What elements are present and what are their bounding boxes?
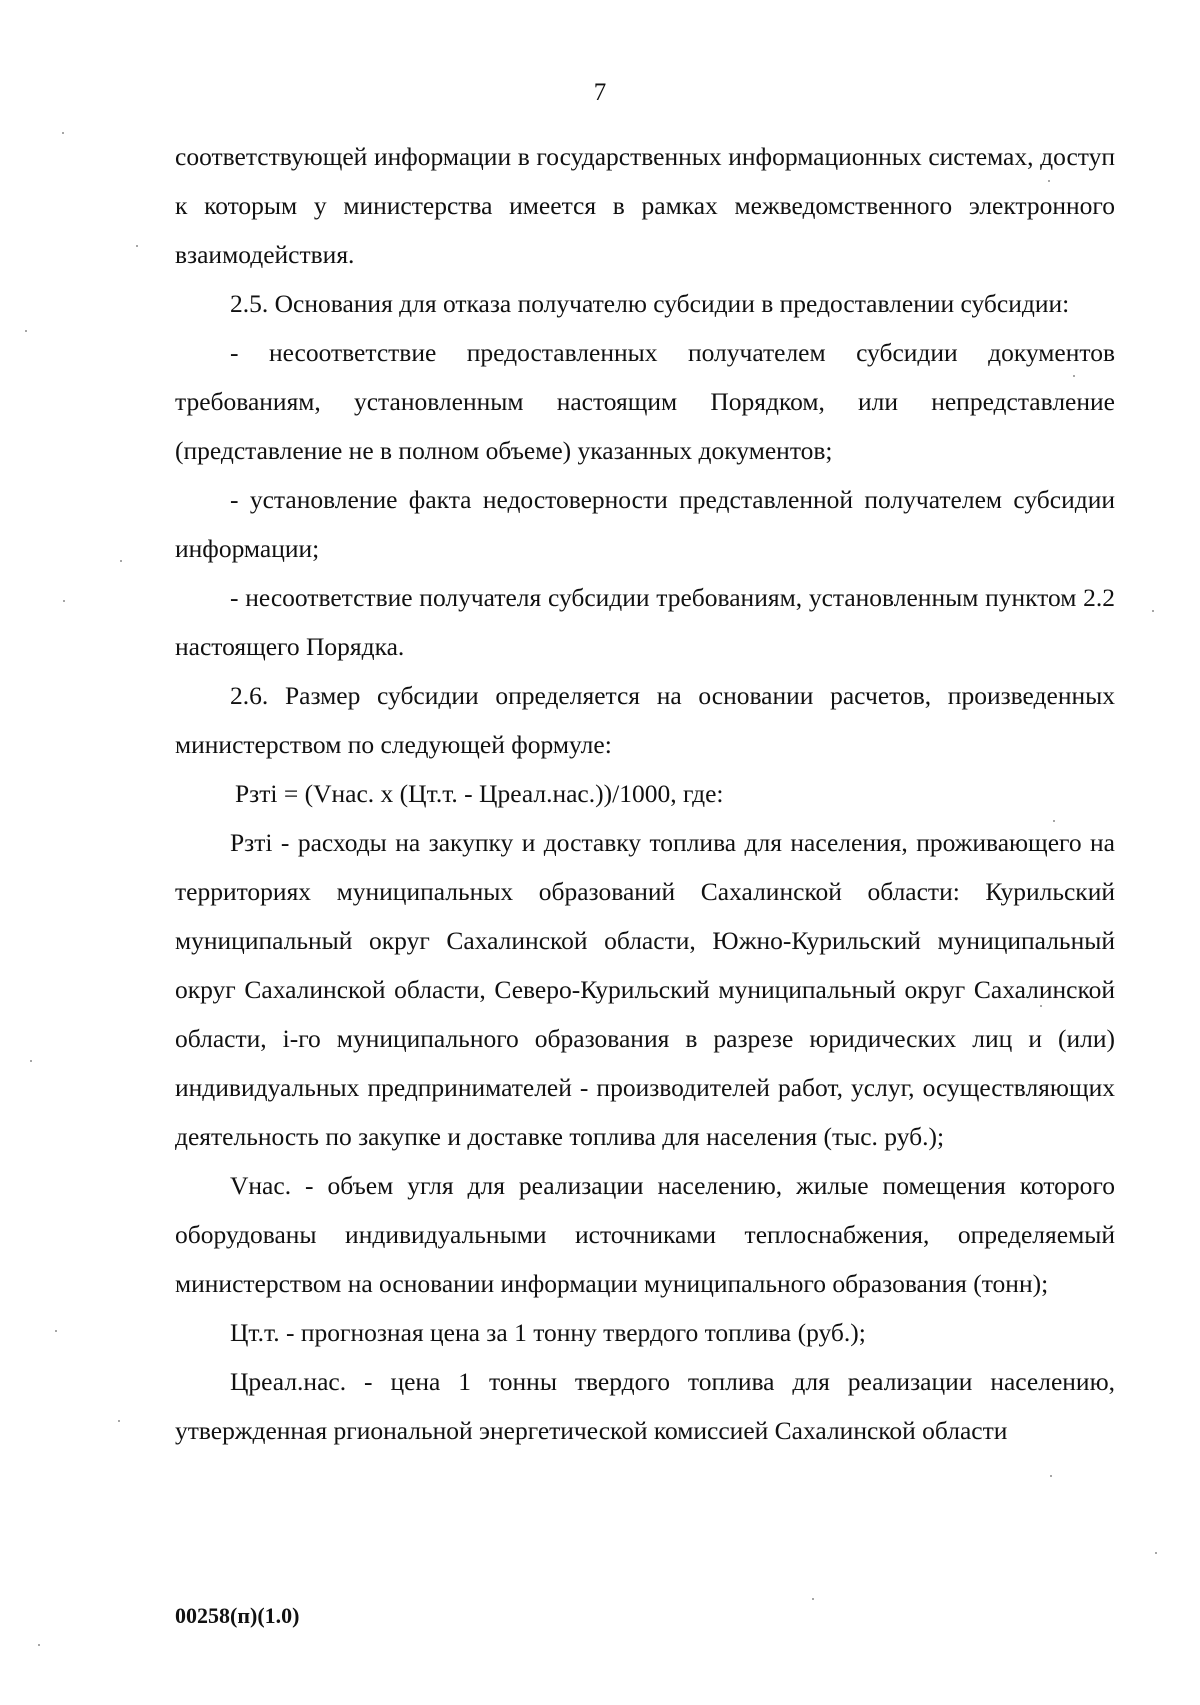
scan-speck bbox=[30, 1060, 32, 1062]
scan-speck bbox=[118, 1420, 120, 1422]
scan-speck bbox=[1053, 820, 1055, 822]
scan-speck bbox=[1155, 1552, 1157, 1554]
scan-speck bbox=[55, 1330, 57, 1332]
definition: Цт.т. - прогнозная цена за 1 тонну твердого топлива (руб.); bbox=[230, 1318, 866, 1347]
scan-speck bbox=[136, 245, 138, 247]
definition: Цреал.нас. - цена 1 тонны твердого топлива для реализации населению, утвержденная ргиональной энергетической комиссией Сахалинской области bbox=[175, 1367, 1115, 1445]
scan-speck bbox=[1073, 375, 1075, 377]
list-item: - несоответствие предоставленных получателем субсидии документов требованиям, установленным настоящим Порядком, или непредставление (представление не в полном объеме) указанных документов; bbox=[175, 338, 1115, 465]
list-item: - несоответствие получателя субсидии требованиям, установленным пунктом 2.2 настоящего Порядка. bbox=[175, 583, 1115, 661]
page-number: 7 bbox=[593, 79, 607, 106]
document-body bbox=[175, 132, 1115, 1455]
scan-speck bbox=[1152, 610, 1154, 612]
scan-speck bbox=[1048, 180, 1050, 182]
scan-speck bbox=[25, 330, 27, 332]
formula: Рзтi = (Vнас. х (Цт.т. - Цреал.нас.))/1000, где: bbox=[235, 779, 724, 808]
document-code: 00258(п)(1.0) bbox=[175, 1603, 300, 1628]
scan-speck bbox=[1040, 1005, 1042, 1007]
scan-speck bbox=[62, 132, 64, 134]
paragraph: 2.6. Размер субсидии определяется на основании расчетов, произведенных министерством по следующей формуле: bbox=[175, 681, 1115, 759]
scan-speck bbox=[812, 1598, 814, 1600]
definition: Рзтi - расходы на закупку и доставку топлива для населения, проживающего на территориях муниципальных образований Сахалинской области: Курильский муниципальный округ Сахалинской области, Южно-Курильский муниципальный округ Сахалинской области, Северо-Курильский муниципальный округ Сахалинской области, i-го муниципального образования в разрезе юридических лиц и (или) индивидуальных предпринимателей - производителей работ, услуг, осуществляющих деятельность по закупке и доставке топлива для населения (тыс. руб.); bbox=[175, 828, 1115, 1151]
list-item: - установление факта недостоверности представленной получателем субсидии информации; bbox=[175, 485, 1115, 563]
definition: Vнас. - объем угля для реализации населению, жилые помещения которого оборудованы индивидуальными источниками теплоснабжения, определяемый министерством на основании информации муниципального образования (тонн); bbox=[175, 1171, 1115, 1298]
scan-speck bbox=[38, 1644, 40, 1646]
scan-speck bbox=[1050, 1475, 1052, 1477]
paragraph: 2.5. Основания для отказа получателю субсидии в предоставлении субсидии: bbox=[230, 289, 1070, 318]
paragraph: соответствующей информации в государственных информационных системах, доступ к которым у министерства имеется в рамках межведомственного электронного взаимодействия. bbox=[175, 142, 1115, 269]
scan-speck bbox=[63, 600, 65, 602]
scan-speck bbox=[120, 560, 122, 562]
